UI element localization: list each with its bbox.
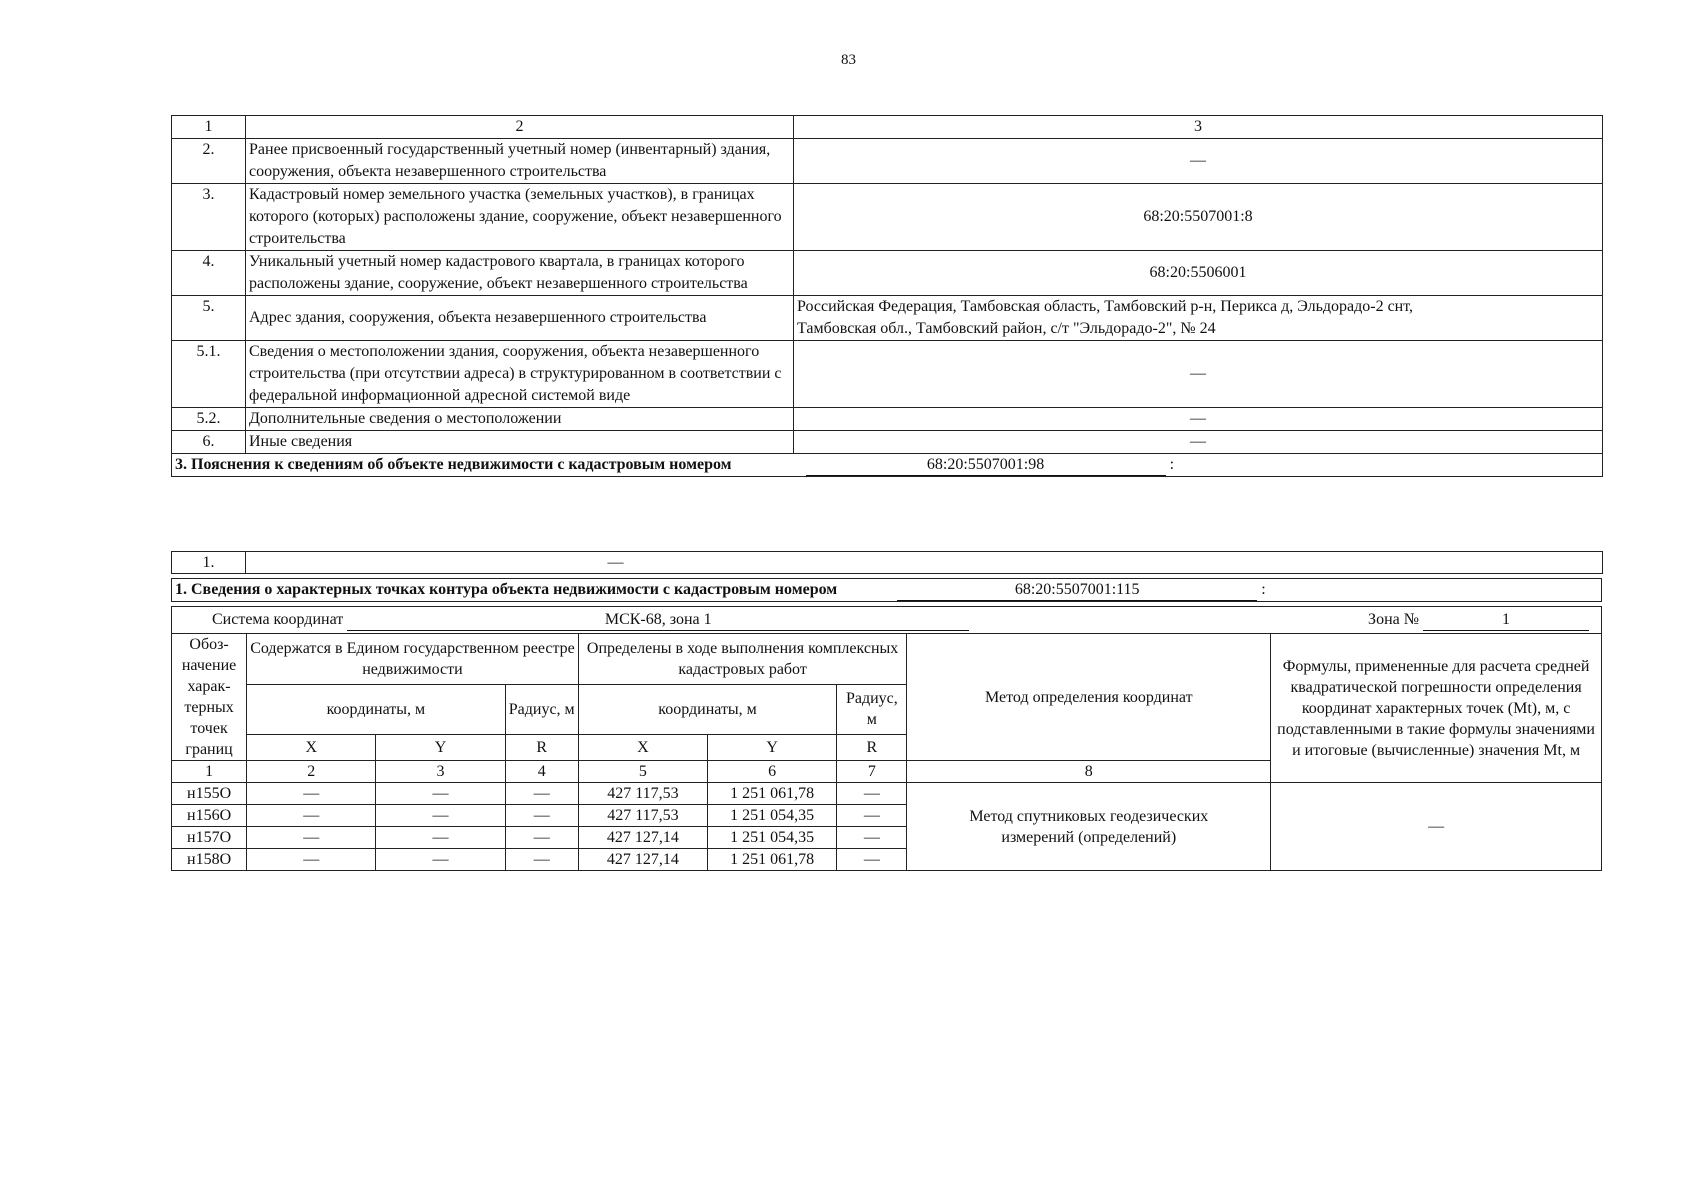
row-label: Уникальный учетный номер кадастрового квартала, в границах которого расположены здание, сооружение, объект незавершенного строительства [246,251,794,296]
coordinate-system-label: Система координат [212,611,344,628]
egrn-r: — [505,783,578,805]
kkr-x: 427 127,14 [578,849,707,871]
table-row [172,783,1602,805]
column-number: 7 [837,761,907,783]
coordinate-system-value: МСК-68, зона 1 [347,610,969,631]
kkr-y: 1 251 054,35 [708,805,837,827]
kkr-y: 1 251 061,78 [708,783,837,805]
header-kkr: Определены в ходе выполнения комплексных кадастровых работ [578,634,907,685]
egrn-x: — [247,827,376,849]
point-name: н156О [172,805,247,827]
row-number: 5.1. [172,341,246,408]
row-number: 6. [172,431,246,454]
egrn-r: — [505,827,578,849]
row-number: 5.2. [172,408,246,431]
coordinate-system-cell [172,607,1602,634]
egrn-y: — [376,849,505,871]
column-number: 8 [907,761,1271,783]
column-number: 3 [376,761,505,783]
egrn-x: — [247,783,376,805]
row-number: 4. [172,251,246,296]
column-number: 4 [505,761,578,783]
zone-value: 1 [1423,610,1589,631]
kkr-x: 427 117,53 [578,783,707,805]
table-row [172,251,1603,296]
header-method: Метод определения координат [907,634,1271,761]
column-number: 5 [578,761,707,783]
egrn-r: — [505,805,578,827]
egrn-x: — [247,805,376,827]
page-number: 83 [841,52,856,68]
header-coords: координаты, м [247,684,506,735]
object-info-table [171,115,1603,477]
row-value: — [794,431,1603,454]
row-value: 68:20:5506001 [794,251,1603,296]
address-line: Тамбовская обл., Тамбовский район, с/т "Эльдорадо-2", № 24 [797,320,1216,337]
point-name: н157О [172,827,247,849]
column-number: 1 [172,761,247,783]
column-number: 2 [247,761,376,783]
row-value: — [246,552,1603,574]
egrn-x: — [247,849,376,871]
row-label: Дополнительные сведения о местоположении [246,408,794,431]
header-r: R [505,735,578,761]
section3-colon: : [1169,456,1175,473]
column-number-row [172,116,1603,139]
table-row [172,139,1603,184]
header-x: X [247,735,376,761]
section3-title-cell [172,454,1603,477]
column-number: 3 [794,116,1603,139]
method-value: Метод спутниковых геодезических измерений (определений) [907,783,1271,871]
section1-title-cell [172,579,1602,602]
header-formula: Формулы, примененные для расчета средней квадратической погрешности определения координат характерных точек (Mt), м, с подставленными в такие формулы значениями и итоговые (вычисленные) значения Mt, м [1271,634,1602,783]
point-name: н155О [172,783,247,805]
section3-cadastral-number: 68:20:5507001:98 [806,455,1166,476]
row-value: — [794,341,1603,408]
points-table [171,606,1602,871]
section3-title: 3. Пояснения к сведениям об объекте недвижимости с кадастровым номером [175,456,732,473]
column-number: 2 [246,116,794,139]
header-designation: Обоз-начение харак-терных точек границ [172,634,247,761]
kkr-x: 427 127,14 [578,827,707,849]
formula-value: — [1271,783,1602,871]
header-r: R [837,735,907,761]
header-coords: координаты, м [578,684,837,735]
zone-group [1368,607,1589,633]
row-label: Иные сведения [246,431,794,454]
point-name: н158О [172,849,247,871]
section3-title-row [172,454,1603,477]
egrn-y: — [376,783,505,805]
egrn-r: — [505,849,578,871]
row-label: Ранее присвоенный государственный учетный номер (инвентарный) здания, сооружения, объекта незавершенного строительства [246,139,794,184]
table-row [172,408,1603,431]
header-egrn: Содержатся в Едином государственном реестре недвижимости [247,634,579,685]
section1-cadastral-number: 68:20:5507001:115 [897,580,1257,601]
table-row [172,296,1603,341]
row-number: 3. [172,184,246,251]
header-y: Y [708,735,837,761]
header-y: Y [376,735,505,761]
table-row [172,184,1603,251]
kkr-y: 1 251 054,35 [708,827,837,849]
table-row [172,341,1603,408]
header-x: X [578,735,707,761]
address-line: Российская Федерация, Тамбовская область, Тамбовский р-н, Периксa д, Эльдорадо-2 снт, [797,298,1414,315]
kkr-r: — [837,827,907,849]
section1-title: 1. Сведения о характерных точках контура объекта недвижимости с кадастровым номером [175,581,838,598]
row-label: Сведения о местоположении здания, сооружения, объекта незавершенного строительства (при отсутствии адреса) в структурированном в соответствии с федеральной информационной адресной системой виде [246,341,794,408]
row-number: 2. [172,139,246,184]
kkr-r: — [837,805,907,827]
egrn-y: — [376,805,505,827]
header-radius: Радиус, м [505,684,578,735]
kkr-r: — [837,849,907,871]
table-row [172,431,1603,454]
kkr-y: 1 251 061,78 [708,849,837,871]
section1-colon: : [1261,581,1266,598]
egrn-y: — [376,827,505,849]
row-number: 1. [172,552,246,574]
column-number: 6 [708,761,837,783]
kkr-r: — [837,783,907,805]
table-row [172,552,1603,574]
column-number: 1 [172,116,246,139]
row-value: 68:20:5507001:8 [794,184,1603,251]
points-section-title-table [171,578,1602,602]
address-value [794,296,1603,341]
section1-title-row [172,579,1602,602]
row-label: Адрес здания, сооружения, объекта незавершенного строительства [246,296,794,341]
zone-label: Зона № [1368,611,1419,628]
row-label: Кадастровый номер земельного участка (земельных участков), в границах которого (которых) расположены здание, сооружение, объект незавершенного строительства [246,184,794,251]
row-value: — [794,408,1603,431]
header-radius: Радиус, м [837,684,907,735]
kkr-x: 427 117,53 [578,805,707,827]
header-row [172,634,1602,685]
row-value: — [794,139,1603,184]
explanations-table [171,551,1603,574]
coordinate-system-row [172,607,1602,634]
row-number: 5. [172,296,246,341]
